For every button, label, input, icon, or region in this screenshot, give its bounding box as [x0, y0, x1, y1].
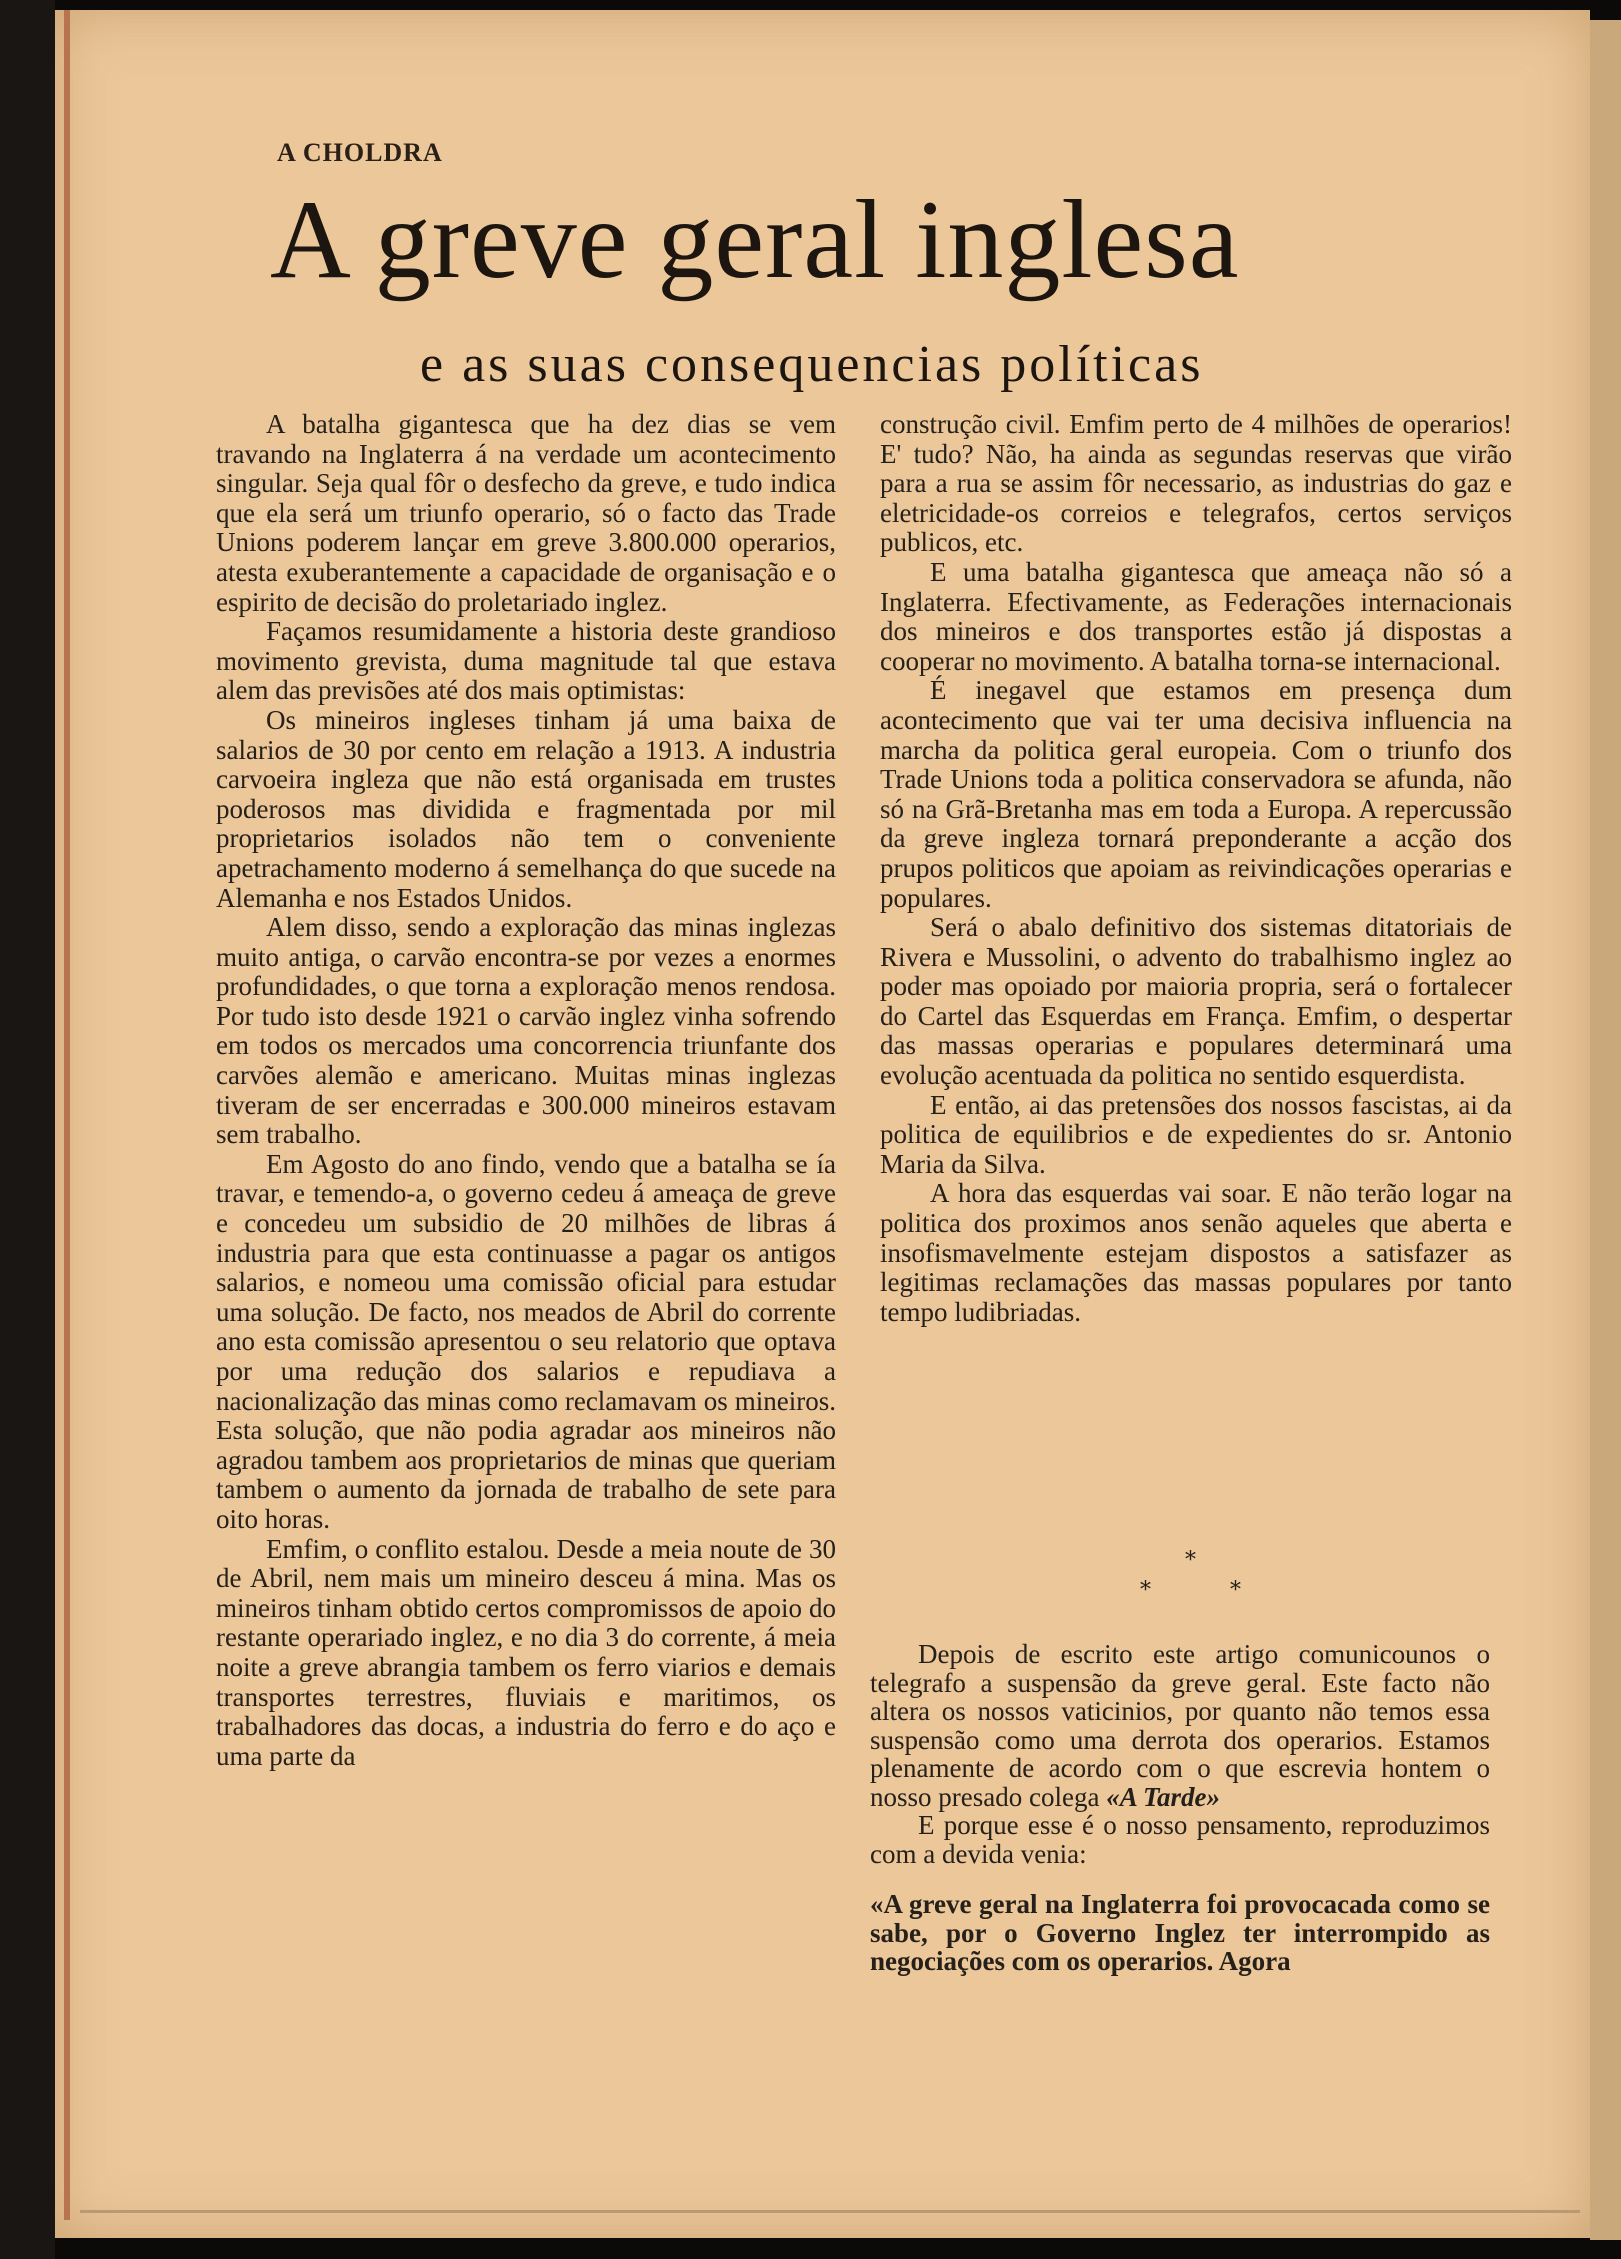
asterism-star: *	[1185, 1548, 1196, 1573]
asterism-star: *	[1230, 1578, 1241, 1603]
scan-border	[0, 0, 55, 2259]
paragraph: Emfim, o conflito estalou. Desde a meia noute de 30 de Abril, nem mais um mineiro desceu á mina. Mas os mineiros tinham obtido certos compromissos de apoio do restante operariado inglez, e no dia 3 do corrente, á meia noite a greve abrangia tambem os ferro viarios e demais transportes terrestres, fluviais e maritimos, os trabalhadores das docas, a industria do ferro e do aço e uma parte da	[216, 1533, 836, 1771]
postscript-paragraph: E porque esse é o nosso pensamento, reproduzimos com a devida venia:	[870, 1810, 1490, 1869]
page-bottom-rule	[80, 2210, 1580, 2213]
paragraph: E então, ai das pretensões dos nossos fascistas, ai da politica de equilibrios e de expedientes do sr. Antonio Maria da Silva.	[880, 1089, 1512, 1179]
asterism-star: *	[1140, 1578, 1151, 1603]
paragraph: Os mineiros ingleses tinham já uma baixa de salarios de 30 por cento em relação a 1913. A industria carvoeira ingleza que não está organisada em trustes poderosos mas dividida e fragmentada por mil proprietarios isolados não tem o conveniente apetrachamento moderno á semelhança do que sucede na Alemanha e nos Estados Unidos.	[216, 704, 836, 913]
paragraph: construção civil. Emfim perto de 4 milhões de operarios! E' tudo? Não, ha ainda as segundas reservas que virão para a rua se assim fôr necessario, as industrias do gaz e eletricidade-os correios e telegrafos, certos serviços publicos, etc.	[880, 409, 1512, 558]
paragraph: A hora das esquerdas vai soar. E não terão logar na politica dos proximos anos senão aqueles que aberta e insofismavelmente estejam dispostos a satisfazer as legitimas reclamações das massas populares por tanto tempo ludibriadas.	[880, 1178, 1512, 1327]
right-column	[880, 410, 1512, 1327]
paragraph: E uma batalha gigantesca que ameaça não só a Inglaterra. Efectivamente, as Federações internacionais dos mineiros e dos transportes estão já dispostas a cooperar no movimento. A batalha torna-se internacional.	[880, 556, 1512, 676]
article-subtitle: e as suas consequencias políticas	[420, 336, 1204, 393]
paragraph: Será o abalo definitivo dos sistemas ditatoriais de Rivera e Mussolini, o advento do trabalhismo inglez ao poder mas opoiado por maioria propria, será o fortalecer do Cartel das Esquerdas em França. Emfim, o despertar das massas operarias e populares determinará uma evolução acentuada da politica no sentido esquerdista.	[880, 912, 1512, 1091]
paragraph: Façamos resumidamente a historia deste grandioso movimento grevista, duma magnitude tal que estava alem das previsões até dos mais optimistas:	[216, 616, 836, 706]
paragraph: Alem disso, sendo a exploração das minas inglezas muito antiga, o carvão encontra-se por vezes a enormes profundidades, o que torna a exploração menos rendosa. Por tudo isto desde 1921 o carvão inglez vinha sofrendo em todos os mercados uma concorrencia triunfante dos carvões alemão e americano. Muitas minas inglezas tiveram de ser encerradas e 300.000 mineiros estavam sem trabalho.	[216, 912, 836, 1150]
paragraph: É inegavel que estamos em presença dum acontecimento que vai ter uma decisiva influencia na marcha da politica geral europeia. Com o triunfo dos Trade Unions toda a politica conservadora se afunda, não só na Grã-Bretanha mas em toda a Europa. A repercussão da greve ingleza tornará preponderante a acção dos prupos politicos que apoiam as reivindicações operarias e populares.	[880, 675, 1512, 913]
page-binding-edge	[64, 10, 70, 2220]
left-column	[216, 410, 836, 1771]
paragraph: Em Agosto do ano findo, vendo que a batalha se ía travar, e temendo-a, o governo cedeu á ameaça de greve e concedeu um subsidio de 20 milhões de libras á industria para que esta continuasse a pagar os antigos salarios, e nomeou uma comissão oficial para estudar uma solução. De facto, nos meados de Abril do corrente ano esta comissão apresentou o seu relatorio que optava por uma redução dos salarios e repudiava a nacionalização das minas como reclamavam os mineiros. Esta solução, que não podia agradar aos mineiros não agradou tambem aos proprietarios de minas que queriam tambem o aumento da jornada de trabalho de sete para oito horas.	[216, 1148, 836, 1534]
postscript-text: Depois de escrito este artigo comunicounos o telegrafo a suspensão da greve geral. Este facto não altera os nossos vaticinios, por quanto não temos essa suspensão como uma derrota dos operarios. Estamos plenamente de acordo com o que escrevia hontem o nosso presado colega	[870, 1639, 1490, 1812]
paragraph: A batalha gigantesca que ha dez dias se vem travando na Inglaterra á na verdade um acontecimento singular. Seja qual fôr o desfecho da greve, e tudo indica que ela será um triunfo operario, só o facto das Trade Unions poderem lançar em greve 3.800.000 operarios, atesta exuberantemente a capacidade de organisação e o espirito de decisão do proletariado inglez.	[216, 409, 836, 617]
section-label: A CHOLDRA	[277, 138, 443, 167]
next-page-edge	[1590, 20, 1621, 2240]
quoted-text: «A greve geral na Inglaterra foi provocacada como se sabe, por o Governo Inglez ter interrompido as negociações com os operarios. Agora	[870, 1889, 1490, 1976]
postscript-paragraph	[870, 1640, 1490, 1811]
article-title: A greve geral inglesa	[270, 178, 1240, 302]
section-separator	[1120, 1548, 1270, 1608]
cited-newspaper: «A Tarde»	[1106, 1781, 1220, 1812]
postscript	[870, 1640, 1490, 1976]
